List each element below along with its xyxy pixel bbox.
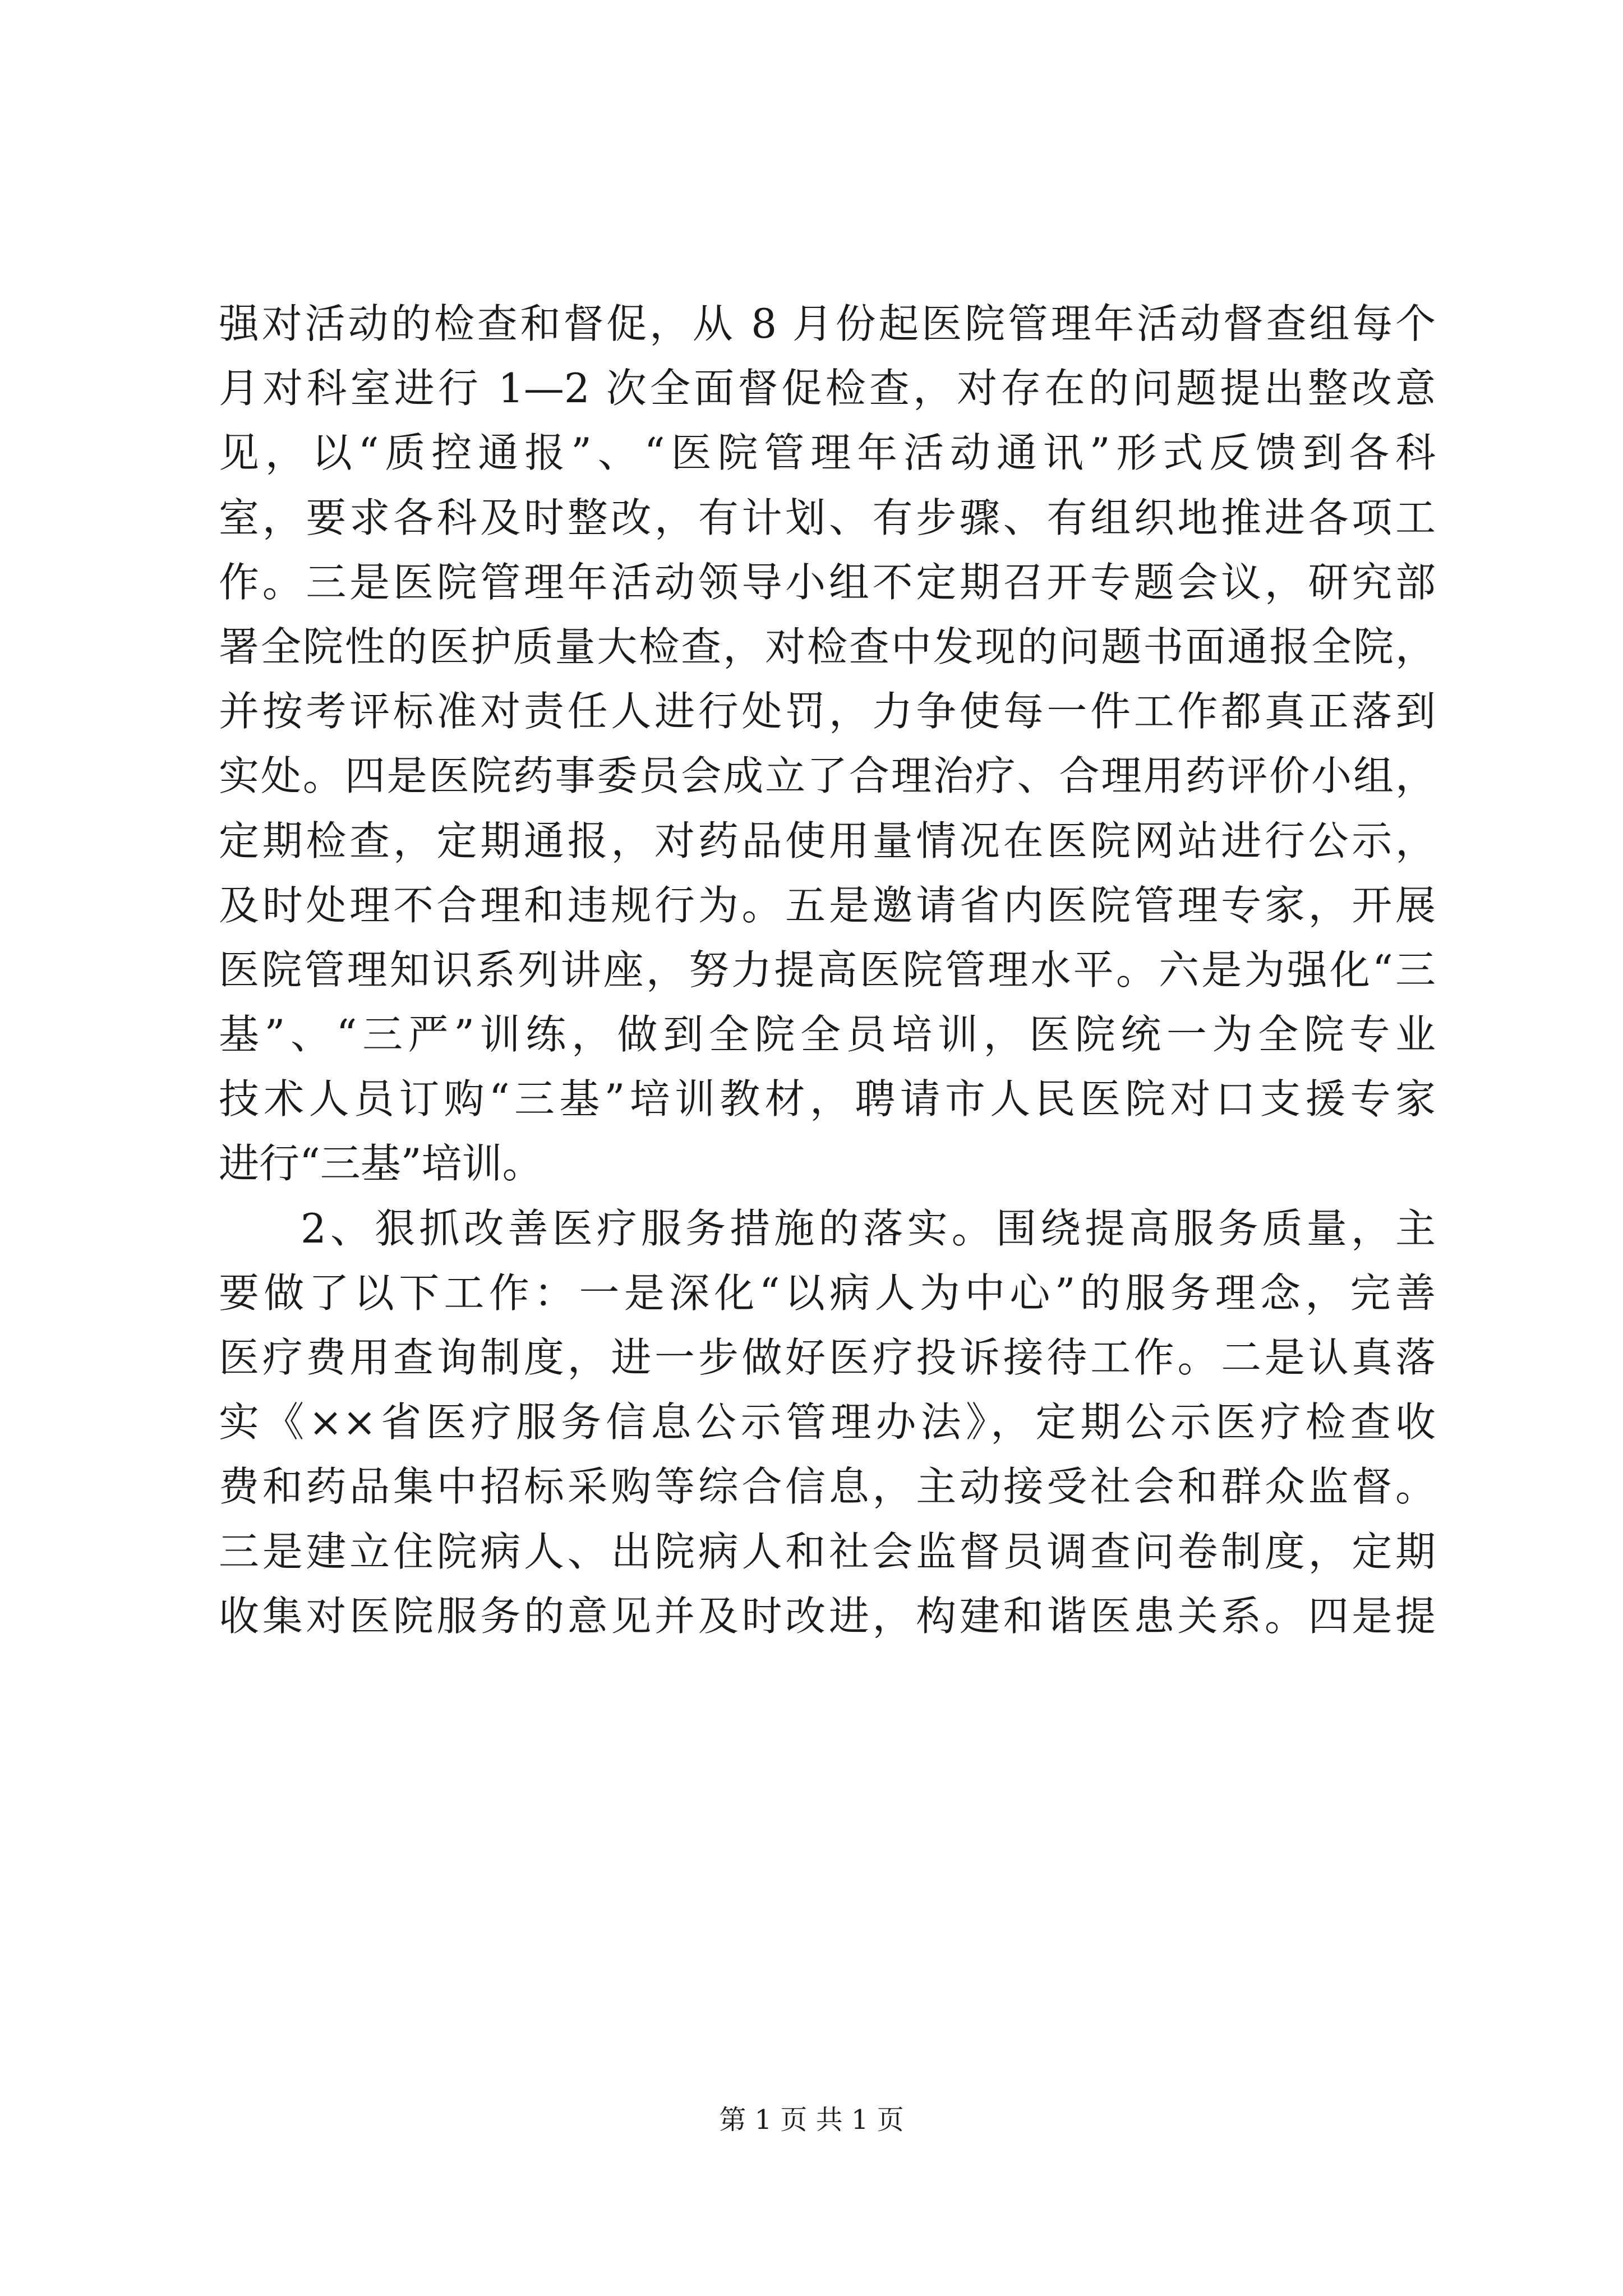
page-footer: 第 1 页 共 1 页 [719, 2104, 904, 2136]
body-text [219, 292, 1436, 1649]
text-line: 进行“三基”培训。 [219, 1140, 543, 1188]
text-line: 室，要求各科及时整改，有计划、有步骤、有组织地推进各项工 [219, 494, 1436, 541]
text-line: 要做了以下工作：一是深化“以病人为中心”的服务理念，完善 [219, 1269, 1436, 1317]
text-line: 实处。四是医院药事委员会成立了合理治疗、合理用药评价小组， [219, 752, 1436, 800]
text-line: 基”、“三严”训练，做到全院全员培训，医院统一为全院专业 [219, 1011, 1436, 1059]
text-line: 及时处理不合理和违规行为。五是邀请省内医院管理专家，开展 [219, 881, 1436, 929]
text-line: 定期检查，定期通报，对药品使用量情况在医院网站进行公示， [219, 817, 1436, 864]
text-line: 并按考评标准对责任人进行处罚，力争使每一件工作都真正落到 [219, 688, 1436, 735]
text-line: 强对活动的检查和督促，从 8 月份起医院管理年活动督查组每个 [219, 300, 1436, 347]
text-line: 见，以“质控通报”、“医院管理年活动通讯”形式反馈到各科 [219, 429, 1436, 477]
text-line: 作。三是医院管理年活动领导小组不定期召开专题会议，研究部 [219, 558, 1436, 606]
text-line: 技术人员订购“三基”培训教材，聘请市人民医院对口支援专家 [219, 1075, 1436, 1123]
text-line: 医院管理知识系列讲座，努力提高医院管理水平。六是为强化“三 [219, 946, 1436, 993]
text-line: 署全院性的医护质量大检查，对检查中发现的问题书面通报全院， [219, 623, 1436, 670]
paragraph-first-line: 2、狠抓改善医疗服务措施的落实。围绕提高服务质量，主 [301, 1204, 1436, 1252]
text-line: 实《××省医疗服务信息公示管理办法》，定期公示医疗检查收 [219, 1398, 1436, 1446]
text-line: 收集对医院服务的意见并及时改进，构建和谐医患关系。四是提 [219, 1592, 1436, 1640]
text-line: 月对科室进行 1—2 次全面督促检查，对存在的问题提出整改意 [219, 365, 1436, 412]
text-line: 三是建立住院病人、出院病人和社会监督员调查问卷制度，定期 [219, 1527, 1436, 1575]
text-line: 医疗费用查询制度，进一步做好医疗投诉接待工作。二是认真落 [219, 1334, 1436, 1381]
text-line: 费和药品集中招标采购等综合信息，主动接受社会和群众监督。 [219, 1463, 1436, 1511]
